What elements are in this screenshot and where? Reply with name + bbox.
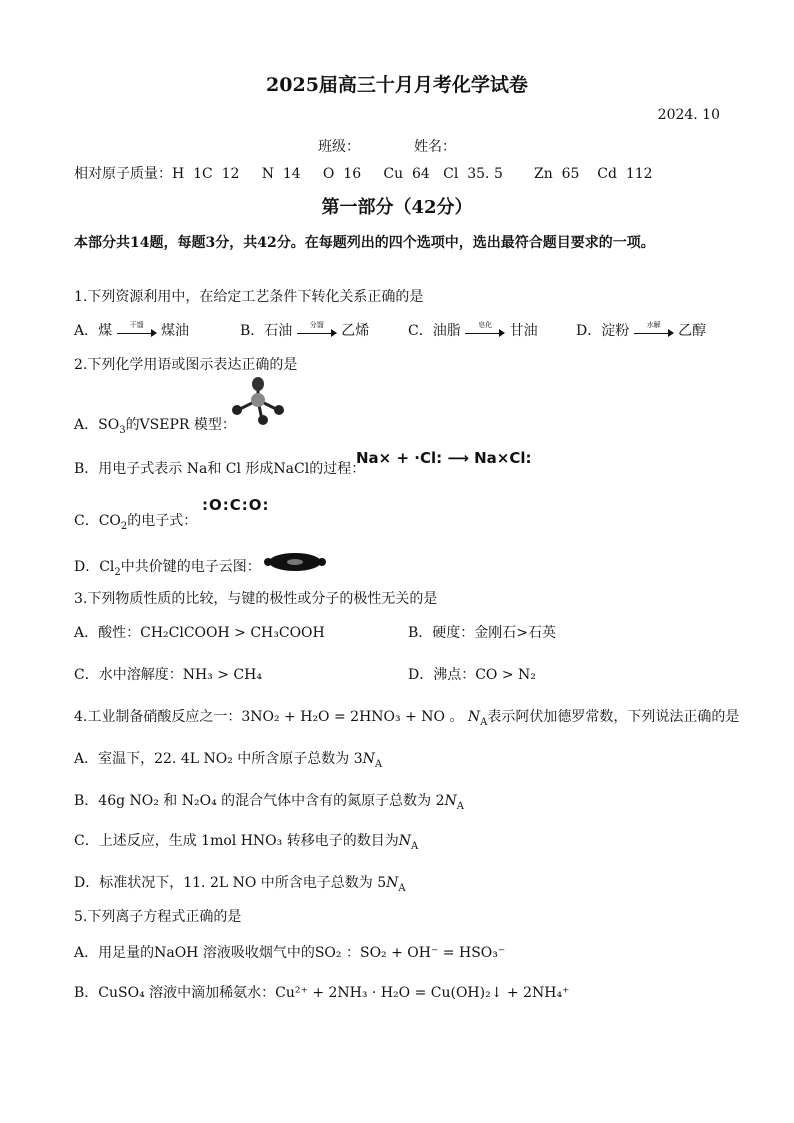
q4-stem-pre: 4.工业制备硝酸反应之一：3NO₂ + H₂O = 2HNO₃ + NO 。 — [74, 709, 464, 725]
q2-d-post: 中共价键的电子云图： — [120, 559, 261, 575]
q2-a-pre: A．SO — [74, 417, 120, 433]
exam-title: 2025届高三十月月考化学试卷 — [266, 74, 528, 96]
na-symbol: N — [398, 833, 411, 849]
q1-c-post: 甘油 — [509, 323, 538, 339]
name-label: 姓名： — [414, 139, 456, 155]
q5-option-a: A．用足量的NaOH 溶液吸收烟气中的SO₂ ：SO₂ + OH⁻ = HSO₃⁻ — [74, 945, 506, 961]
q2-c-post: 的电子式： — [127, 513, 198, 529]
nacl-right: Na×Cl: — [474, 449, 532, 467]
q3-stem: 3.下列物质性质的比较，与键的极性或分子的极性无关的是 — [74, 591, 438, 607]
q4-stem-post: 表示阿伏加德罗常数，下列说法正确的是 — [487, 709, 740, 725]
q2-a-sub: 3 — [119, 424, 126, 436]
na-symbol: N — [444, 793, 457, 809]
q2-a-post: 的VSEPR 模型： — [125, 417, 236, 433]
q3-option-d: D．沸点：CO > N₂ — [408, 667, 536, 683]
q1-b-pre: B．石油 — [240, 323, 293, 339]
na-symbol: N — [362, 751, 375, 767]
q4-c-text: C．上述反应，生成 1mol HNO₃ 转移电子的数目为 — [74, 833, 399, 849]
arrow-icon — [297, 321, 337, 337]
na-symbol: N — [386, 875, 399, 891]
q4-option-a — [74, 748, 382, 770]
q4-option-b — [74, 790, 464, 812]
q1-a-pre: A．煤 — [74, 323, 113, 339]
q4-stem — [74, 706, 739, 728]
q2-c-sub: 2 — [120, 520, 128, 532]
na-sub: A — [374, 758, 383, 770]
q4-b-text: B．46g NO₂ 和 N₂O₄ 的混合气体中含有的氮原子总数为 2 — [74, 793, 445, 809]
q4-option-d — [74, 872, 406, 894]
electron-cloud-icon — [262, 550, 328, 574]
instructions: 本部分共14题，每题3分，共42分。在每题列出的四个选项中，选出最符合题目要求的一项。 — [74, 235, 655, 251]
q1-option-b — [240, 320, 369, 340]
co2-electron-formula: :O:C:O: — [202, 496, 270, 514]
arrow-icon — [634, 321, 674, 337]
arrow-icon: ⟶ — [447, 449, 469, 467]
atomic-mass-line: 相对原子质量：H 1C 12 N 14 O 16 Cu 64 Cl 35. 5 Zn 65 Cd 112 — [74, 166, 653, 182]
q1-a-cond: 干馏 — [129, 321, 144, 329]
nacl-formation-formula — [356, 449, 532, 467]
na-sub: A — [398, 882, 406, 894]
na-sub: A — [410, 840, 419, 852]
class-label: 班级： — [318, 139, 360, 155]
q1-c-pre: C．油脂 — [408, 323, 461, 339]
q3-option-c: C．水中溶解度：NH₃ > CH₄ — [74, 667, 262, 683]
q3-option-b: B．硬度：金刚石>石英 — [408, 625, 557, 641]
q1-d-post: 乙醇 — [678, 323, 707, 339]
arrow-icon — [465, 321, 505, 337]
q1-option-a — [74, 320, 189, 340]
q1-d-cond: 水解 — [646, 321, 661, 329]
section-title: 第一部分（42分） — [321, 197, 473, 218]
q2-b-text: B．用电子式表示 Na和 Cl 形成NaCl的过程： — [74, 461, 366, 477]
na-symbol: N — [467, 709, 481, 725]
q2-option-a — [74, 414, 236, 436]
q2-option-b — [74, 458, 365, 478]
q1-a-post: 煤油 — [161, 323, 190, 339]
arrow-icon — [117, 321, 157, 337]
q5-stem: 5.下列离子方程式正确的是 — [74, 909, 242, 925]
q2-d-sub: 2 — [114, 566, 121, 578]
q2-option-c — [74, 510, 197, 532]
nacl-left: Na× + ·Cl: — [356, 449, 443, 467]
q5-option-b: B．CuSO₄ 溶液中滴加稀氨水：Cu²⁺ + 2NH₃ · H₂O = Cu(OH)₂↓ + 2NH₄⁺ — [74, 985, 570, 1001]
na-sub: A — [456, 800, 464, 812]
q1-option-c — [408, 320, 538, 340]
exam-date: 2024. 10 — [657, 107, 720, 123]
q1-d-pre: D．淀粉 — [576, 323, 630, 339]
q1-b-cond: 分馏 — [309, 321, 324, 329]
q1-option-d — [576, 320, 706, 340]
q2-stem: 2.下列化学用语或图示表达正确的是 — [74, 357, 298, 373]
class-name-line — [318, 136, 456, 156]
q2-c-pre: C．CO — [74, 513, 121, 529]
q1-stem: 1.下列资源利用中，在给定工艺条件下转化关系正确的是 — [74, 289, 424, 305]
vsepr-model-icon — [228, 376, 288, 426]
q3-option-a: A．酸性：CH₂ClCOOH > CH₃COOH — [74, 625, 325, 641]
q4-d-text: D．标准状况下，11. 2L NO 中所含电子总数为 5 — [74, 875, 387, 891]
na-sub: A — [480, 716, 488, 728]
q2-d-pre: D．Cl — [74, 559, 115, 575]
q4-a-text: A．室温下，22. 4L NO₂ 中所含原子总数为 3 — [74, 751, 363, 767]
q2-option-d — [74, 556, 261, 578]
q1-b-post: 乙烯 — [341, 323, 370, 339]
q1-c-cond: 皂化 — [478, 321, 493, 329]
q4-option-c — [74, 830, 418, 852]
